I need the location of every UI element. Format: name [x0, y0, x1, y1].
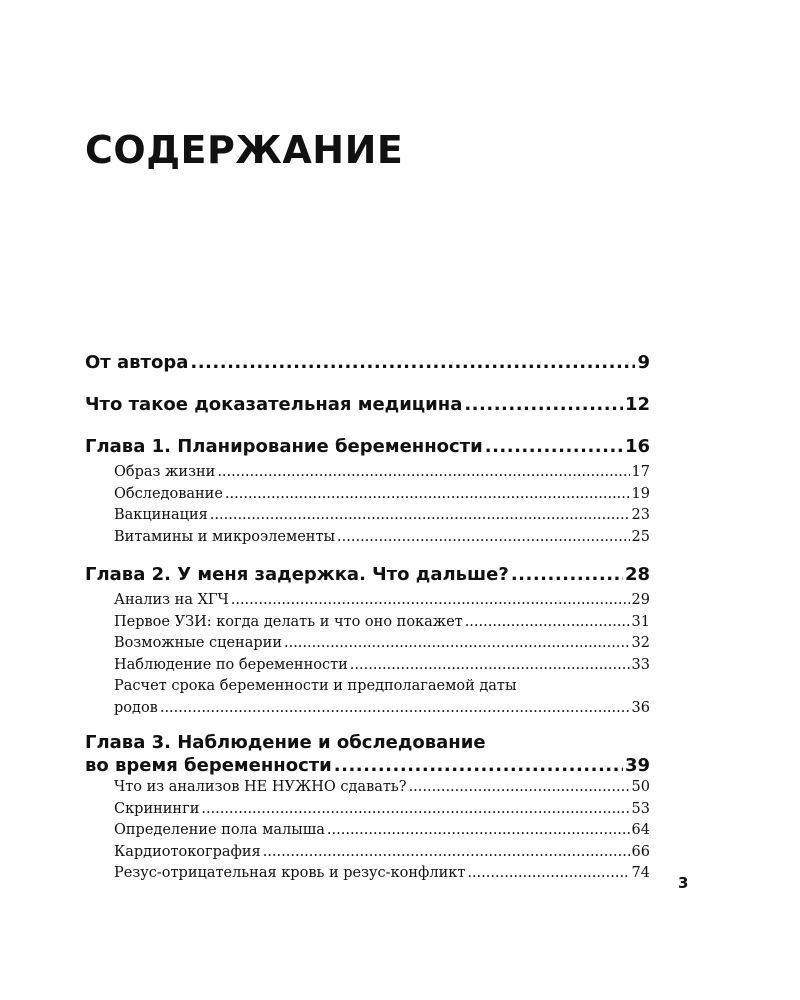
toc-subentry-title: Скрининги: [114, 800, 200, 817]
toc-subentry-title: Что из анализов НЕ НУЖНО сдавать?: [114, 779, 407, 795]
page-number: 3: [678, 874, 689, 892]
toc-subentry[interactable]: [85, 527, 650, 549]
toc-subentry[interactable]: [85, 655, 650, 677]
toc-subentry-title: Вакцинация: [114, 507, 208, 523]
dot-leader: [190, 348, 635, 378]
toc-subentry[interactable]: [85, 505, 650, 527]
toc-subentry-page: 64: [631, 822, 650, 838]
dot-leader: [465, 612, 630, 634]
toc-subentry-title-line2: родов: [114, 699, 158, 716]
toc-section-chapter-3: [85, 731, 650, 885]
toc-subentry-title: Витамины и микроэлементы: [114, 528, 336, 545]
toc-entry-title-line2: во время беременности: [85, 755, 332, 776]
toc-subentry-page: 36: [631, 699, 650, 716]
toc-entry-page: 12: [624, 394, 650, 415]
toc-entry-page: 9: [637, 352, 650, 373]
toc-subentry-page: 19: [631, 485, 650, 502]
toc-subentry-title: Кардиотокография: [114, 843, 261, 860]
toc-entry-chapter-3[interactable]: [85, 731, 650, 777]
toc-subentry-title: Первое УЗИ: когда делать и что оно покажет: [114, 613, 463, 630]
toc-entry-intro[interactable]: [85, 348, 650, 378]
toc-subentry-title: Возможные сценарии: [114, 635, 282, 651]
toc-subentry-title: Определение пола малыша: [114, 822, 325, 838]
toc-entry-title: От автора: [85, 352, 189, 373]
toc-entry-chapter-2[interactable]: [85, 560, 650, 590]
toc-subentry-last-line: [114, 698, 650, 720]
toc-subentry[interactable]: [85, 842, 650, 864]
toc-subentry-title: Анализ на ХГЧ: [114, 592, 229, 608]
toc-entry-page: 39: [624, 755, 650, 776]
toc-subentry[interactable]: [85, 462, 650, 484]
dot-leader: [231, 590, 630, 612]
dot-leader: [263, 842, 630, 864]
toc-entry-page: 28: [624, 564, 650, 585]
dot-leader: [511, 560, 623, 590]
dot-leader: [160, 698, 630, 720]
dot-leader: [217, 462, 629, 484]
toc-subentry-page: 66: [631, 843, 650, 860]
toc-subentry[interactable]: [85, 612, 650, 634]
toc-subentry-page: 53: [631, 800, 650, 817]
dot-leader: [337, 527, 630, 549]
dot-leader: [467, 863, 629, 885]
toc-entry-title: Что такое доказательная медицина: [85, 394, 463, 415]
toc-section-ebm: [85, 390, 650, 420]
toc-section-intro: [85, 348, 650, 378]
dot-leader: [485, 432, 623, 462]
toc-subentry[interactable]: [85, 633, 650, 655]
toc-subentry-page: 31: [631, 613, 650, 630]
toc-entry-page: 16: [624, 436, 650, 457]
toc-subentry-title: Образ жизни: [114, 464, 216, 480]
dot-leader: [201, 799, 629, 821]
dot-leader: [464, 390, 623, 420]
toc-subentry[interactable]: [85, 820, 650, 842]
toc-entry-chapter-1[interactable]: [85, 432, 650, 462]
dot-leader: [284, 633, 630, 655]
toc-subentry-page: 50: [631, 779, 650, 795]
toc-subentry[interactable]: [85, 863, 650, 885]
dot-leader: [327, 820, 630, 842]
dot-leader: [334, 754, 623, 777]
toc-entry-title: Глава 1. Планирование беременности: [85, 436, 483, 457]
toc-subentry-title-line1: Расчет срока беременности и предполагаемой даты: [114, 678, 517, 694]
toc-subentry[interactable]: [85, 777, 650, 799]
dot-leader: [210, 505, 630, 527]
toc-section-chapter-1: [85, 432, 650, 548]
page-title: СОДЕРЖАНИЕ: [85, 128, 404, 172]
toc-entry-title-line1: Глава 3. Наблюдение и обследование: [85, 732, 486, 753]
toc-subentry-page: 17: [631, 464, 650, 480]
toc-subentry[interactable]: [85, 484, 650, 506]
toc-subentry-page: 29: [631, 592, 650, 608]
toc-subentry-page: 33: [631, 656, 650, 673]
toc-subentry-page: 23: [631, 507, 650, 523]
table-of-contents: [85, 348, 650, 897]
dot-leader: [350, 655, 630, 677]
toc-subentry-multiline[interactable]: [85, 676, 650, 719]
toc-section-chapter-2: [85, 560, 650, 719]
toc-entry-ebm[interactable]: [85, 390, 650, 420]
toc-subentry-title: Наблюдение по беременности: [114, 656, 348, 673]
toc-subentry-page: 25: [631, 528, 650, 545]
toc-entry-last-line: [85, 754, 650, 777]
toc-subentry-title: Обследование: [114, 485, 223, 502]
toc-entry-title: Глава 2. У меня задержка. Что дальше?: [85, 564, 509, 585]
toc-subentry-page: 74: [631, 865, 650, 881]
toc-subentry[interactable]: [85, 590, 650, 612]
dot-leader: [409, 777, 630, 799]
toc-subentry[interactable]: [85, 799, 650, 821]
toc-subentry-page: 32: [631, 635, 650, 651]
toc-subentry-title: Резус-отрицательная кровь и резус-конфликт: [114, 865, 466, 881]
dot-leader: [225, 484, 630, 506]
